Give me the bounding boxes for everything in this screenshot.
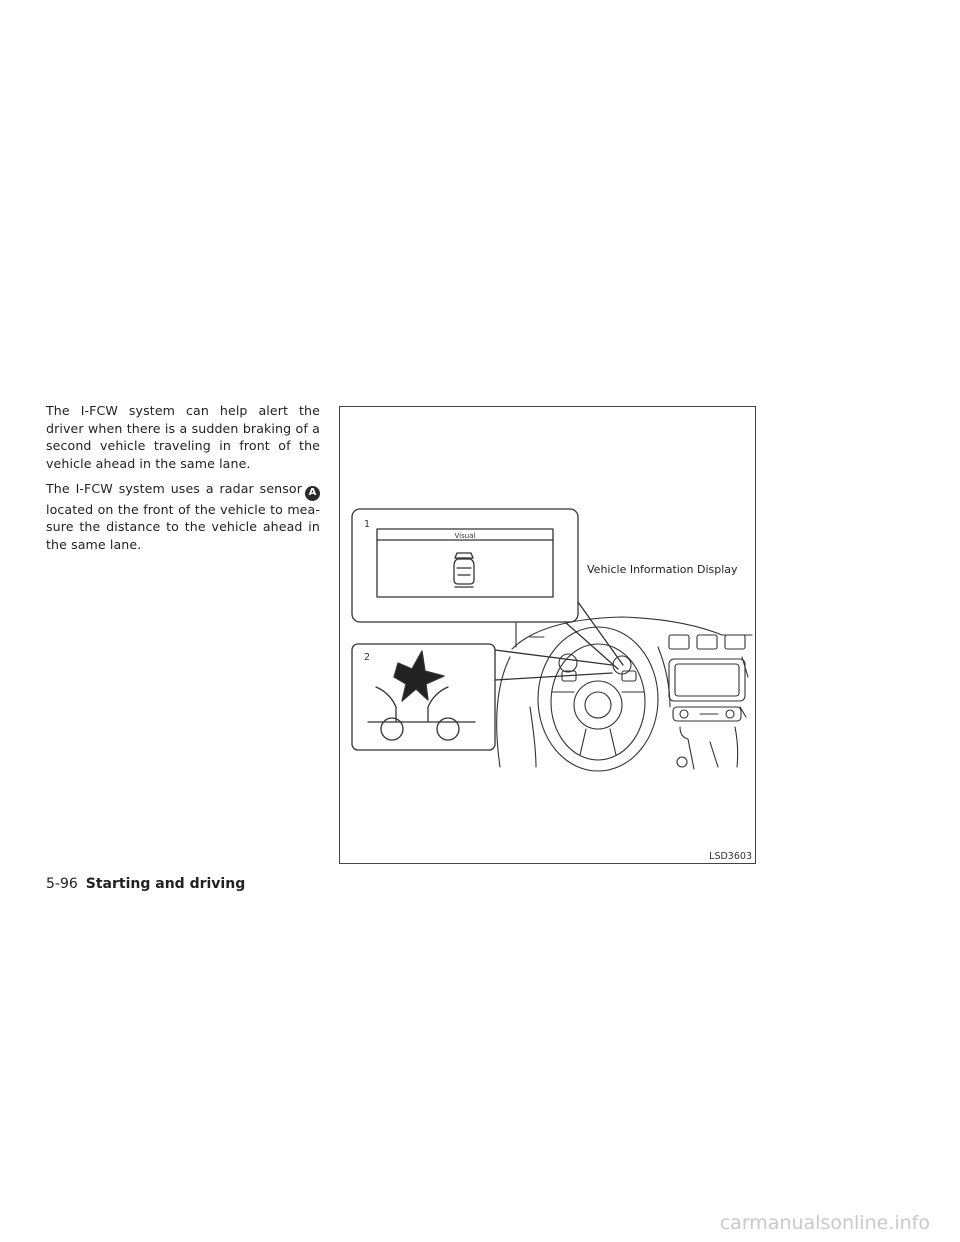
leader-line-2b — [495, 673, 612, 680]
callout-1-label: 1 — [364, 519, 371, 530]
callout-a-marker: A — [305, 486, 320, 501]
leader-line-1a — [578, 602, 623, 665]
display-label: Vehicle Information Display — [587, 563, 738, 576]
page-footer — [46, 876, 245, 892]
illustration-figure — [339, 406, 756, 864]
screen-car-icon — [454, 553, 474, 587]
figure-code: LSD3603 — [709, 851, 752, 862]
dashboard-illustration — [340, 407, 757, 865]
callout-box-1 — [352, 509, 578, 622]
page-number: 5-96 — [46, 876, 78, 892]
paragraph-2-rest: located on the front of the vehicle to mea-sure the distance to the vehicle ahead in the same lane. — [46, 501, 320, 552]
callout-2-label: 2 — [364, 652, 371, 663]
paragraph-2-lead: The I-FCW system uses a radar sensor — [46, 481, 302, 497]
collision-warning-icon — [368, 651, 475, 740]
screen-tab-label: Visual — [454, 532, 476, 540]
dashboard-drawing — [497, 617, 752, 771]
paragraph-2 — [46, 480, 320, 553]
body-text — [46, 402, 320, 561]
paragraph-1: The I-FCW system can help alert the driver when there is a sudden braking of a second vehicle traveling in front of the vehicle ahead in the same lane. — [46, 403, 320, 471]
leader-line-2a — [495, 650, 612, 665]
watermark: carmanualsonline.info — [719, 1212, 930, 1234]
section-title: Starting and driving — [85, 876, 246, 892]
